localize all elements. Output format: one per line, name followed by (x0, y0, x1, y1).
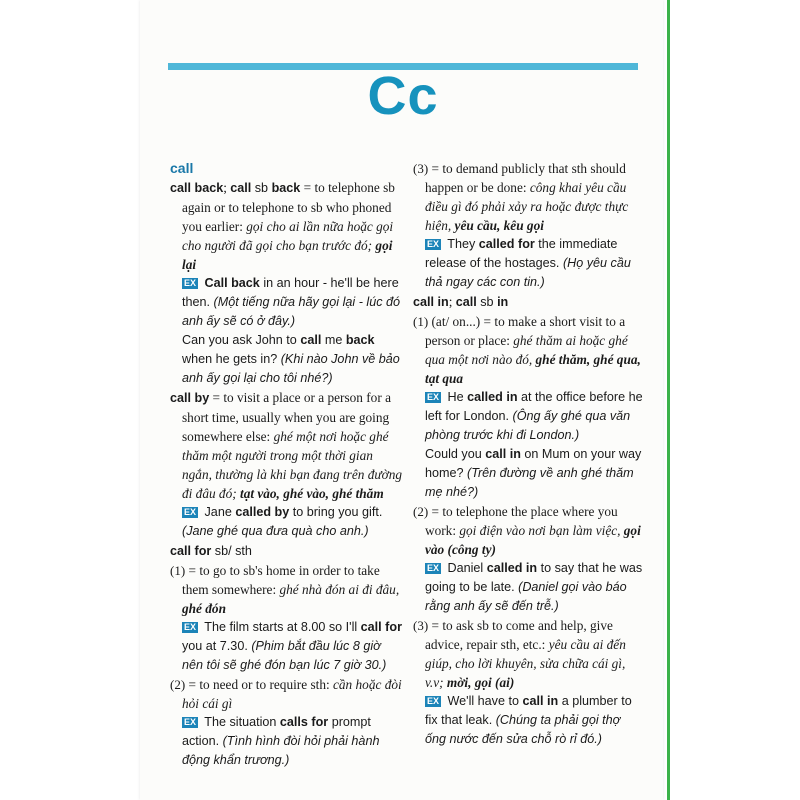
headword: call (170, 160, 194, 176)
vietnamese-gloss: ghé một nơi hoặc ghé thăm một người trong một thời gian ngắn, thường là khi bạn đang trên đường đi đâu đó; (182, 429, 403, 501)
example-translation: (Tình hình đòi hỏi phải hành động khẩn trương.) (182, 734, 380, 767)
example: EX We'll have to call in a plumber to fix that leak. (Chúng ta phải gọi thợ ống nước đến sửa chỗ rò rỉ đó.) (425, 694, 632, 746)
ex-badge: EX (184, 622, 197, 632)
sense (413, 502, 644, 559)
sense (170, 675, 402, 713)
entry-call-in: call in; call sb in (413, 294, 509, 309)
vietnamese-gloss: gọi cho ai lần nữa hoặc gọi cho người đã gọi cho bạn trước đó; (182, 219, 394, 253)
example: EX He called in at the office before he left for London. (Ông ấy ghé qua văn phòng trước khi đi London.) (425, 390, 643, 442)
definition: = to demand publicly that sth should happen or be done: (425, 161, 626, 195)
left-column (170, 159, 402, 770)
example: EX The film starts at 8.00 so I'll call for you at 7.30. (Phim bắt đầu lúc 8 giờ nên tôi sẽ ghé đón bạn lúc 7 giờ 30.) (182, 620, 402, 672)
example-translation: (Chúng ta phải gọi thợ ống nước đến sửa chỗ rò rỉ đó.) (425, 713, 621, 746)
ex-badge: EX (427, 239, 440, 249)
ex-badge: EX (427, 696, 440, 706)
phrase: call in (413, 295, 449, 309)
key-translation: tạt vào, ghé vào, ghé thăm (240, 486, 384, 501)
definition: = to go to sb's home in order to take them somewhere: (182, 563, 380, 597)
page-edge-stripe (667, 0, 670, 800)
vietnamese-gloss: yêu cầu ai đến giúp, cho lời khuyên, sửa chữa cái gì, v.v; (425, 637, 626, 690)
entry-call-for: call for sb/ sth (170, 544, 252, 558)
phrase: call back (170, 181, 224, 195)
definition: (at/ on...) = to make a short visit to a person or place: (425, 314, 626, 348)
section-letter: Cc (367, 66, 439, 126)
definition: = to telephone sb again or to telephone to sb who phoned you earlier: (182, 180, 395, 234)
ex-badge: EX (427, 392, 440, 402)
example: EX The situation calls for prompt action. (Tình hình đòi hỏi phải hành động khẩn trương.) (182, 715, 380, 767)
key-translation: ghé thăm, ghé qua, tạt qua (425, 352, 641, 386)
phrase: call for (170, 544, 212, 558)
example: Can you ask John to call me back when he gets in? (Khi nào John về bảo anh ấy gọi lại cho tôi nhé?) (182, 333, 400, 385)
example: EX Call back in an hour - he'll be here then. (Một tiếng nữa hãy gọi lại - lúc đó anh ấy sẽ có ở đây.) (182, 276, 401, 328)
ex-badge: EX (184, 507, 197, 517)
entry-call-by (170, 388, 402, 503)
vietnamese-gloss: ghé thăm ai hoặc ghé qua một nơi nào đó, (425, 333, 628, 367)
key-translation: yêu cầu, kêu gọi (454, 218, 544, 233)
key-translation: mời, gọi (ai) (446, 675, 515, 690)
example-translation: (Một tiếng nữa hãy gọi lại - lúc đó anh ấy sẽ có ở đây.) (182, 295, 401, 328)
definition: = to need or to require sth: (185, 677, 333, 692)
right-column (413, 159, 644, 749)
definition: = to visit a place or a person for a short time, usually when you are going somewhere else: (182, 390, 391, 444)
sense-number: (2) (170, 677, 186, 692)
example: Could you call in on Mum on your way home? (Trên đường về anh ghé thăm mẹ nhé?) (425, 447, 642, 499)
sense (170, 561, 402, 618)
key-translation: ghé đón (182, 601, 226, 616)
definition: = to telephone the place where you work: (425, 504, 618, 538)
definition: = to ask sb to come and help, give advice, repair sth, etc.: (425, 618, 613, 652)
example-translation: (Họ yêu cầu thả ngay các con tin.) (425, 256, 631, 289)
example-translation: (Jane ghé qua đưa quà cho anh.) (182, 524, 369, 538)
sense (413, 312, 644, 388)
example: EX Jane called by to bring you gift. (Jane ghé qua đưa quà cho anh.) (182, 505, 383, 538)
example: EX Daniel called in to say that he was going to be late. (Daniel gọi vào báo rằng anh ấy sẽ đến trễ.) (425, 561, 643, 613)
vietnamese-gloss: gọi điện vào nơi bạn làm việc, (459, 523, 624, 538)
sense-number: (1) (413, 314, 429, 329)
vietnamese-gloss: công khai yêu cầu điều gì đó phải xảy ra hoặc được thực hiện, (425, 180, 629, 233)
example: EX They called for the immediate release of the hostages. (Họ yêu cầu thả ngay các con tin.) (425, 237, 631, 289)
sense-number: (2) (413, 504, 429, 519)
ex-badge: EX (427, 563, 440, 573)
example-translation: (Trên đường về anh ghé thăm mẹ nhé?) (425, 466, 634, 499)
ex-badge: EX (184, 278, 197, 288)
vietnamese-gloss: cần hoặc đòi hỏi cái gì (182, 677, 402, 711)
example-translation: (Phim bắt đầu lúc 8 giờ nên tôi sẽ ghé đón bạn lúc 7 giờ 30.) (182, 639, 387, 672)
key-translation: gọi vào (công ty) (425, 523, 641, 557)
sense-number: (3) (413, 161, 429, 176)
example-translation: (Khi nào John về bảo anh ấy gọi lại cho tôi nhé?) (182, 352, 400, 385)
sense-number: (1) (170, 563, 186, 578)
entry-call-back: call back; call sb back = to telephone sb again or to telephone to sb who phoned you earlier: gọi cho ai lần nữa hoặc gọi cho người đã gọi cho bạn trước đó; gọi lại (170, 180, 395, 272)
sense (413, 159, 644, 235)
vietnamese-gloss: ghé nhà đón ai đi đâu, (279, 582, 400, 597)
key-translation: gọi lại (182, 238, 393, 272)
sense (413, 616, 644, 692)
ex-badge: EX (184, 717, 197, 727)
sense-number: (3) (413, 618, 429, 633)
phrase: call by (170, 391, 210, 405)
example-translation: (Daniel gọi vào báo rằng anh ấy sẽ đến trễ.) (425, 580, 627, 613)
example-translation: (Ông ấy ghé qua văn phòng trước khi đi London.) (425, 409, 631, 442)
